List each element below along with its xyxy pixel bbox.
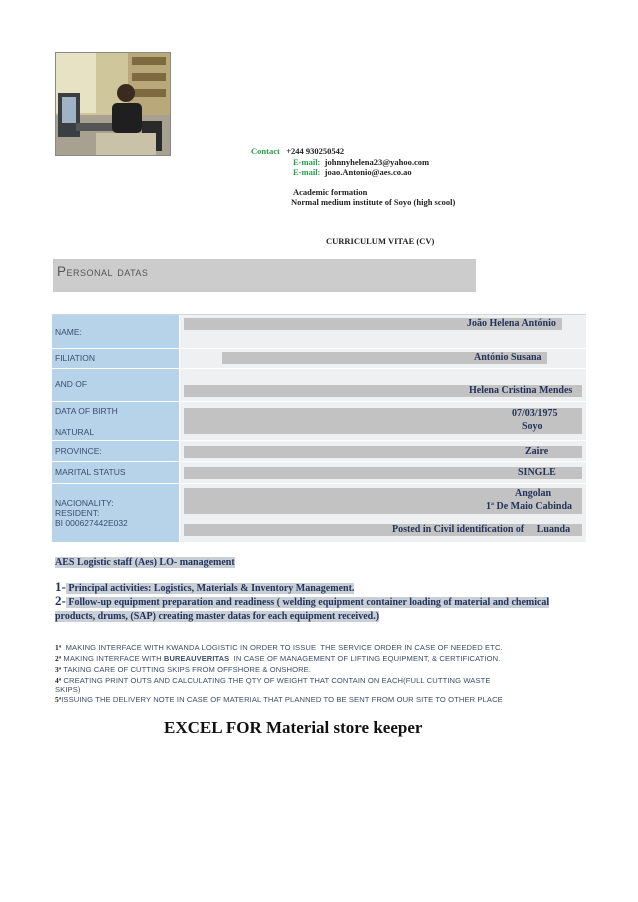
profile-photo — [55, 52, 171, 156]
marital-label: MARITAL STATUS — [55, 467, 126, 477]
item-3-num: 3ª — [55, 665, 62, 674]
item-4-cont — [55, 685, 81, 694]
province-label-cell — [52, 441, 179, 461]
academic-heading: Academic formation — [293, 186, 368, 197]
birth-label-cell — [52, 402, 179, 440]
item-3-text: TAKING CARE OF CUTTING SKIPS FROM OFFSHORE & ONSHORE. — [61, 665, 312, 674]
and-of-value-cell — [180, 369, 586, 401]
nationality-value-cell — [180, 484, 586, 542]
item-2-text: MAKING INTERFACE WITH — [61, 654, 164, 663]
birth-label: DATA OF BIRTH — [55, 406, 118, 416]
item-4-text: CREATING PRINT OUTS AND CALCULATING THE QTY OF WEIGHT THAT CONTAIN ON EACH(FULL CUTTING WASTE — [61, 676, 491, 685]
bi-label: BI 000627442E032 — [55, 518, 128, 528]
and-of-label-cell — [52, 369, 179, 401]
item-5 — [55, 695, 503, 704]
province-value: Zaire — [525, 446, 549, 457]
activity-2 — [55, 594, 555, 624]
item-2 — [55, 654, 500, 663]
item-2-bold: BUREAUVERITAS — [163, 654, 230, 663]
item-4 — [55, 676, 491, 685]
province-label: PROVINCE: — [55, 446, 102, 456]
academic-value: Normal medium institute of Soyo (high scool) — [291, 197, 456, 207]
item-5-num: 5ª — [55, 695, 62, 704]
activity-1-num: 1- — [55, 579, 66, 594]
activity-2-num: 2- — [55, 593, 66, 608]
item-1-text: MAKING INTERFACE WITH KWANDA LOGISTIC IN ORDER TO ISSUE THE SERVICE ORDER IN CASE OF NEEDED ETC. — [61, 643, 503, 652]
activity-1-text: Principal activities: Logistics, Materials & Inventory Management. — [65, 583, 355, 594]
item-1-num: 1ª — [55, 643, 62, 652]
filiation-value-cell — [180, 349, 586, 368]
filiation-label: FILIATION — [55, 353, 95, 363]
nationality-label-cell — [52, 484, 179, 542]
personal-datas-header — [53, 259, 476, 292]
contact-phone: +244 930250542 — [286, 146, 345, 156]
email-label-2: E-mail: — [293, 167, 321, 177]
nationality-label: NACIONALITY: — [55, 498, 114, 508]
and-of-value: Helena Cristina Mendes — [469, 385, 573, 396]
marital-value-cell — [180, 462, 586, 483]
item-3 — [55, 665, 311, 674]
name-label-cell — [52, 315, 179, 348]
natural-label: NATURAL — [55, 427, 95, 437]
aes-line: AES Logistic staff (Aes) LO- management — [55, 557, 235, 568]
contact-label: Contact — [251, 146, 280, 156]
item-4-cont-text: SKIPS) — [55, 685, 81, 694]
filiation-label-cell — [52, 349, 179, 368]
item-1 — [55, 643, 503, 652]
birth-value-cell — [180, 402, 586, 440]
item-2-rest: IN CASE OF MANAGEMENT OF LIFTING EQUIPMENT, & CERTIFICATION. — [229, 654, 501, 663]
item-5-text: ISSUING THE DELIVERY NOTE IN CASE OF MATERIAL THAT PLANNED TO BE SENT FROM OUR SITE TO OTHER PLACE — [61, 695, 503, 704]
marital-label-cell — [52, 462, 179, 483]
nationality-value: Angolan — [515, 488, 552, 499]
activity-2-text: Follow-up equipment preparation and readiness ( welding equipment container loading of material and chemical products, drums, (SAP) creating master datas for each equipment received.) — [55, 597, 550, 622]
name-label: NAME: — [55, 327, 82, 337]
item-4-num: 4ª — [55, 676, 62, 685]
profile-photo-image — [56, 53, 170, 155]
resident-label: RESIDENT: — [55, 508, 100, 518]
name-value: João Helena António — [467, 318, 556, 329]
email-2[interactable]: joao.Antonio@aes.co.ao — [324, 167, 412, 177]
marital-value: SINGLE — [518, 467, 556, 478]
email-1[interactable]: johnnyhelena23@yahoo.com — [324, 156, 430, 167]
province-value-cell — [180, 441, 586, 461]
item-2-num: 2ª — [55, 654, 62, 663]
contact-block — [251, 146, 455, 208]
activity-1 — [55, 579, 575, 595]
name-value-cell — [180, 315, 586, 348]
excel-title: EXCEL FOR Material store keeper — [164, 718, 423, 737]
natural-value: Soyo — [522, 421, 543, 432]
posted-value: Posted in Civil identification of Luanda — [392, 524, 571, 535]
personal-datas-title: Personal datas — [57, 264, 149, 279]
birth-value: 07/03/1975 — [512, 408, 558, 419]
filiation-value: António Susana — [474, 352, 542, 363]
province-bar — [184, 446, 582, 458]
and-of-label: AND OF — [55, 379, 88, 389]
resident-value: 1ª De Maio Cabinda — [486, 501, 573, 512]
email-label: E-mail: — [293, 156, 321, 167]
cv-title: CURRICULUM VITAE (CV) — [326, 236, 435, 246]
